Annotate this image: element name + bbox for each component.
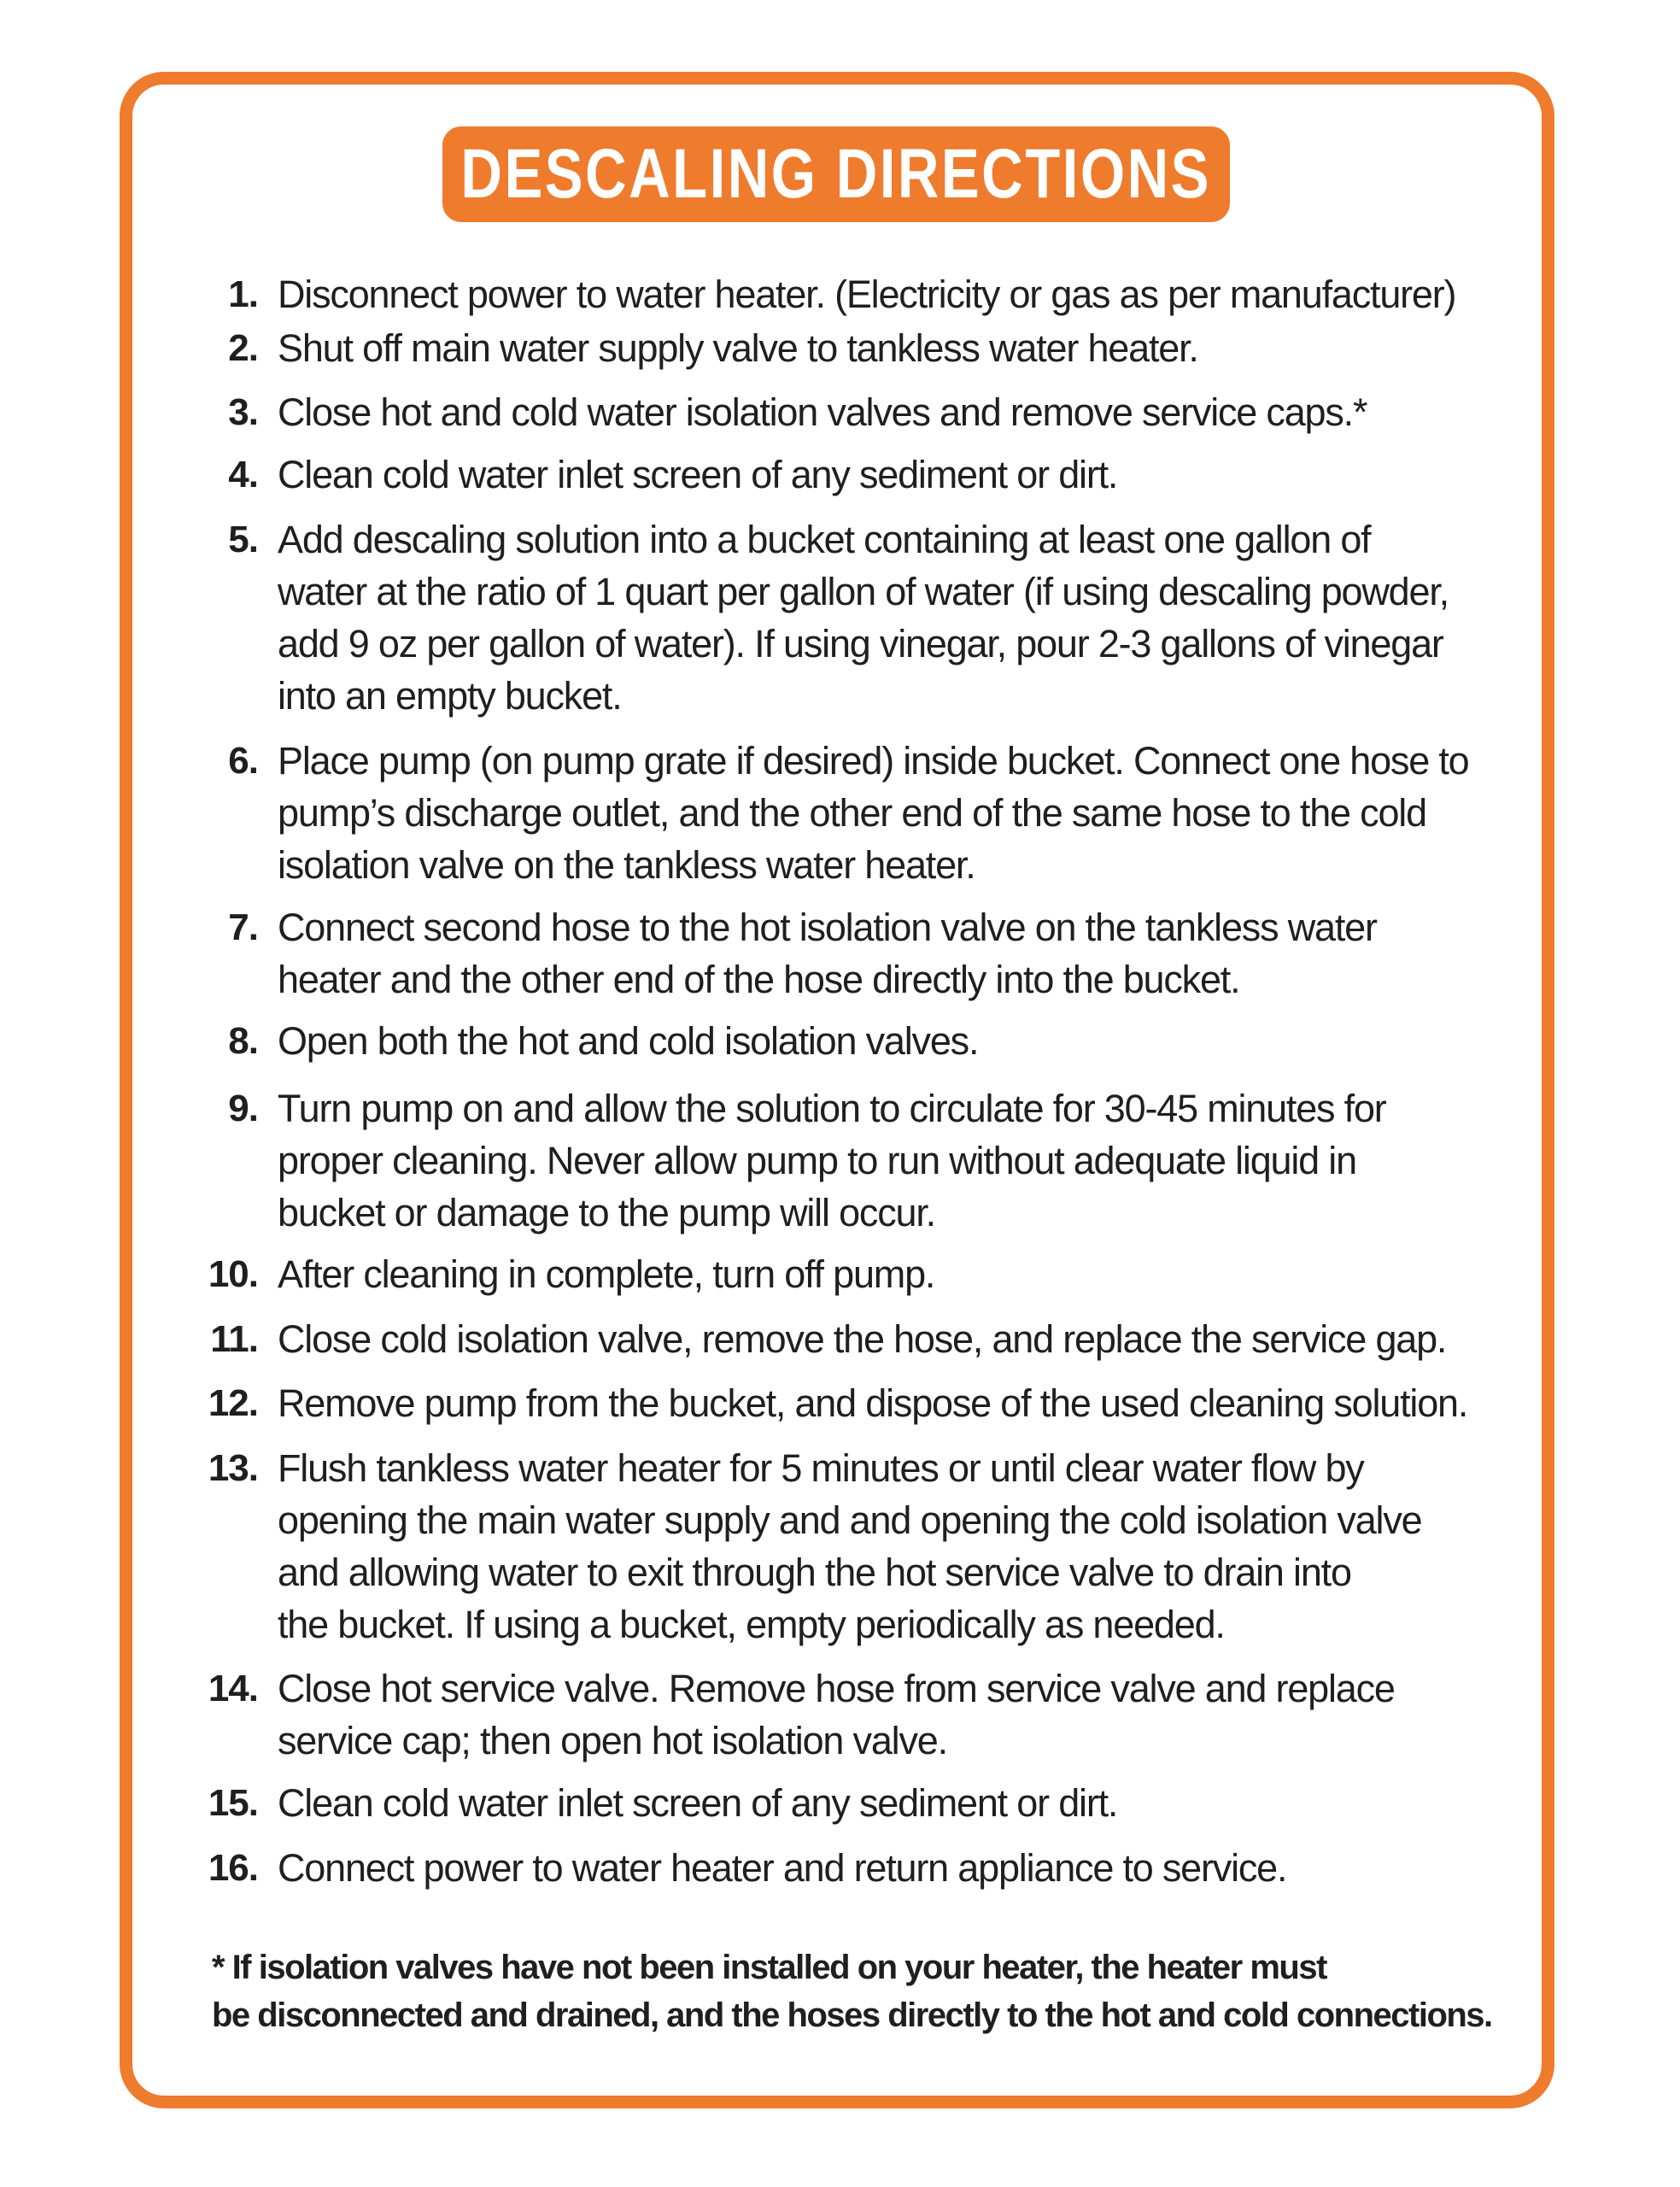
step-number: 15. — [208, 1782, 258, 1824]
step-number: 16. — [208, 1847, 258, 1889]
step-text: Open both the hot and cold isolation valves. — [278, 1019, 979, 1063]
step-number: 7. — [228, 906, 258, 948]
step-number: 10. — [208, 1253, 258, 1295]
page-title: DESCALING DIRECTIONS — [460, 135, 1212, 213]
step-text: Clean cold water inlet screen of any sediment or dirt. — [278, 453, 1118, 496]
step-number: 11. — [210, 1318, 258, 1360]
step-number: 2. — [228, 327, 258, 369]
step-text: Remove pump from the bucket, and dispose of the used cleaning solution. — [278, 1381, 1468, 1425]
step-number: 9. — [228, 1088, 258, 1129]
step-number: 12. — [208, 1382, 258, 1424]
step-text: Close hot service valve. Remove hose from service valve and replace service cap; then open hot isolation valve. — [278, 1667, 1395, 1762]
step-text: Close hot and cold water isolation valves and remove service caps.* — [278, 390, 1367, 434]
step-text: Add descaling solution into a bucket containing at least one gallon of water at the ratio of 1 quart per gallon of water (if using descaling powder, add 9 oz per gallon of water). If using vinegar, pour 2-3 gallons of vinegar into an empty bucket. — [278, 518, 1449, 718]
step-number: 3. — [228, 391, 258, 433]
step-number: 4. — [228, 454, 258, 495]
step-text: Connect second hose to the hot isolation valve on the tankless water heater and the other end of the hose directly into the bucket. — [278, 906, 1377, 1001]
title-badge — [442, 126, 1230, 222]
step-text: Shut off main water supply valve to tankless water heater. — [278, 326, 1198, 370]
step-text: Flush tankless water heater for 5 minutes or until clear water flow by opening the main water supply and and opening the cold isolation valve and allowing water to exit through the hot service valve to drain into the bucket. If using a bucket, empty periodically as needed. — [278, 1446, 1422, 1646]
step-text: Connect power to water heater and return appliance to service. — [278, 1846, 1287, 1890]
step-text: After cleaning in complete, turn off pump. — [278, 1252, 935, 1296]
step-number: 1. — [228, 273, 258, 315]
step-text: Clean cold water inlet screen of any sediment or dirt. — [278, 1781, 1118, 1825]
step-text: Turn pump on and allow the solution to circulate for 30-45 minutes for proper cleaning. Never allow pump to run without adequate liquid in bucket or damage to the pump will occur. — [278, 1087, 1386, 1234]
step-number: 8. — [228, 1020, 258, 1062]
step-text: Close cold isolation valve, remove the hose, and replace the service gap. — [278, 1317, 1447, 1361]
step-number: 14. — [208, 1668, 258, 1709]
step-number: 13. — [208, 1447, 258, 1489]
footnote: * If isolation valves have not been installed on your heater, the heater must be disconnected and drained, and the hoses directly to the hot and cold connections. — [212, 1949, 1492, 2034]
step-text: Place pump (on pump grate if desired) inside bucket. Connect one hose to pump’s discharge outlet, and the other end of the same hose to the cold isolation valve on the tankless water heater. — [278, 739, 1469, 887]
step-number: 5. — [228, 519, 258, 560]
step-number: 6. — [228, 740, 258, 782]
step-text: Disconnect power to water heater. (Electricity or gas as per manufacturer) — [278, 273, 1456, 316]
